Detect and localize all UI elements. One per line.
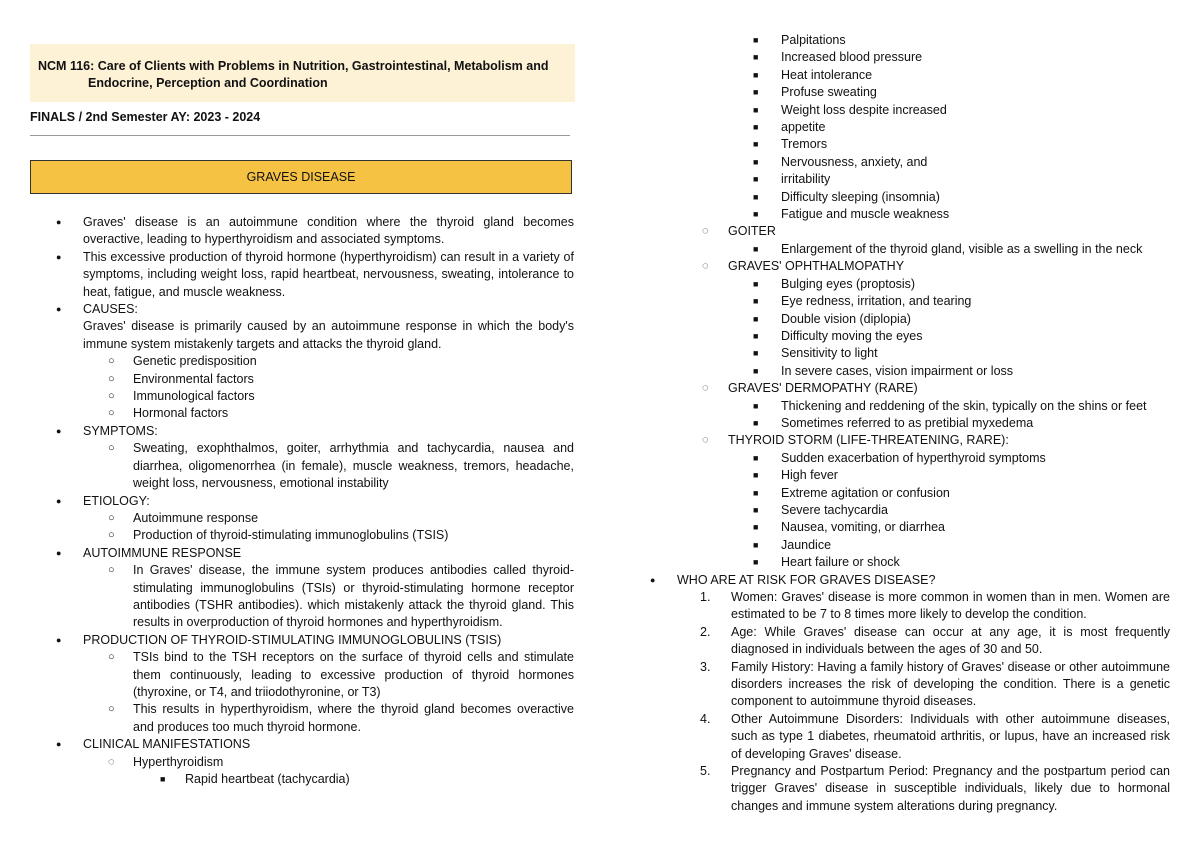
hyperthyroidism-heading: ◌ Hyperthyroidism	[108, 754, 574, 771]
production-heading: ● PRODUCTION OF THYROID-STIMULATING IMMUNOGLOBULINS (TSIS)	[56, 632, 574, 649]
risk-item-number: 2.	[700, 624, 711, 639]
hyperthyroidism-item: ■ irritability	[753, 171, 1170, 188]
hyperthyroidism-item: ■ Increased blood pressure	[753, 49, 1170, 66]
goiter-item: ■ Enlargement of the thyroid gland, visible as a swelling in the neck	[753, 241, 1170, 258]
goiter-heading: ◌ GOITER	[702, 223, 1170, 240]
risk-item	[700, 624, 1170, 659]
course-header	[30, 44, 575, 102]
risk-item-number: 5.	[700, 764, 711, 779]
production-item: ○ TSIs bind to the TSH receptors on the surface of thyroid cells and stimulate them continuously, leading to excessive production of thyroid hormones (thyroxine, or T4, and triiodothyronine, or T3)	[108, 649, 574, 701]
intro-bullet: ● Graves' disease is an autoimmune condition where the thyroid gland becomes overactive, leading to hyperthyroidism and associated symptoms.	[56, 214, 574, 249]
section-banner	[30, 160, 572, 194]
etiology-item: ○ Autoimmune response	[108, 510, 574, 527]
risk-item-text: Women: Graves' disease is more common in women than in men. Women are estimated to be 7 to 8 times more likely to develop the condition.	[731, 590, 1170, 622]
course-title	[38, 58, 568, 92]
etiology-heading: ● ETIOLOGY:	[56, 493, 574, 510]
risk-item-number: 3.	[700, 659, 711, 674]
hyperthyroidism-item: ■ Difficulty sleeping (insomnia)	[753, 189, 1170, 206]
hyperthyroidism-item: ■ Rapid heartbeat (tachycardia)	[160, 771, 574, 788]
left-column	[56, 214, 574, 788]
risk-item-text: Pregnancy and Postpartum Period: Pregnancy and the postpartum period can trigger Graves' disease in susceptible individuals, likely due to hormonal changes and immune system alterations during pregnancy.	[731, 764, 1170, 813]
ophthalmopathy-item: ■ Double vision (diplopia)	[753, 311, 1170, 328]
risk-item	[700, 659, 1170, 711]
causes-heading: ● CAUSES:	[56, 301, 574, 318]
risk-item-text: Other Autoimmune Disorders: Individuals with other autoimmune diseases, such as type 1 diabetes, rheumatoid arthritis, or lupus, have an increased risk of developing Graves' disease.	[731, 711, 1170, 761]
autoimmune-item: ○ In Graves' disease, the immune system produces antibodies called thyroid-stimulating immunoglobulins (TSIs) or thyroid-stimulating hormone receptor antibodies (TSHR antibodies). which mistakenly attack the thyroid gland. This results in overproduction of thyroid hormones and hyperthyroidism.	[108, 562, 574, 632]
risk-item-number: 1.	[700, 590, 711, 604]
hyperthyroidism-item: ■ Profuse sweating	[753, 84, 1170, 101]
etiology-item: ○ Production of thyroid-stimulating immunoglobulins (TSIS)	[108, 527, 574, 544]
risk-item-number: 4.	[700, 711, 711, 726]
dermopathy-item: ■ Sometimes referred to as pretibial myxedema	[753, 415, 1170, 432]
thyroid-storm-item: ■ Sudden exacerbation of hyperthyroid symptoms	[753, 450, 1170, 467]
thyroid-storm-item: ■ Severe tachycardia	[753, 502, 1170, 519]
clinical-heading: ● CLINICAL MANIFESTATIONS	[56, 736, 574, 753]
risk-item	[700, 711, 1170, 763]
course-title-line1: NCM 116: Care of Clients with Problems in Nutrition, Gastrointestinal, Metabolism and	[38, 59, 549, 73]
causes-item: ○ Genetic predisposition	[108, 353, 574, 370]
thyroid-storm-heading: ◌ THYROID STORM (LIFE-THREATENING, RARE):	[702, 432, 1170, 449]
symptoms-heading: ● SYMPTOMS:	[56, 423, 574, 440]
ophthalmopathy-heading: ◌ GRAVES' OPHTHALMOPATHY	[702, 258, 1170, 275]
risk-item-text: Age: While Graves' disease can occur at any age, it is most frequently diagnosed in individuals between the ages of 30 and 50.	[731, 624, 1170, 657]
ophthalmopathy-item: ■ Eye redness, irritation, and tearing	[753, 293, 1170, 310]
causes-item: ○ Environmental factors	[108, 371, 574, 388]
causes-text: Graves' disease is primarily caused by an autoimmune response in which the body's immune system mistakenly targets and attacks the thyroid gland.	[83, 319, 574, 351]
causes-item: ○ Hormonal factors	[108, 405, 574, 422]
ophthalmopathy-item: ■ In severe cases, vision impairment or loss	[753, 363, 1170, 380]
thyroid-storm-item: ■ Nausea, vomiting, or diarrhea	[753, 519, 1170, 536]
causes-item: ○ Immunological factors	[108, 388, 574, 405]
risk-item	[700, 589, 1170, 624]
hyperthyroidism-item: ■ appetite	[753, 119, 1170, 136]
hyperthyroidism-item: ■ Palpitations	[753, 32, 1170, 49]
hyperthyroidism-item: ■ Heat intolerance	[753, 67, 1170, 84]
symptoms-item: ○ Sweating, exophthalmos, goiter, arrhythmia and tachycardia, nausea and diarrhea, oligomenorrhea (in female), muscle weakness, tremors, headache, weight loss, nervousness, emotional instability	[108, 440, 574, 492]
semester-label: FINALS / 2nd Semester AY: 2023 - 2024	[30, 110, 261, 124]
thyroid-storm-item: ■ High fever	[753, 467, 1170, 484]
dermopathy-heading: ◌ GRAVES' DERMOPATHY (RARE)	[702, 380, 1170, 397]
ophthalmopathy-item: ■ Sensitivity to light	[753, 345, 1170, 362]
risk-heading: ● WHO ARE AT RISK FOR GRAVES DISEASE?	[650, 572, 1170, 589]
thyroid-storm-item: ■ Jaundice	[753, 537, 1170, 554]
dermopathy-item: ■ Thickening and reddening of the skin, typically on the shins or feet	[753, 398, 1170, 415]
thyroid-storm-item: ■ Extreme agitation or confusion	[753, 485, 1170, 502]
autoimmune-heading: ● AUTOIMMUNE RESPONSE	[56, 545, 574, 562]
risk-item	[700, 763, 1170, 815]
hyperthyroidism-item: ■ Weight loss despite increased	[753, 102, 1170, 119]
hyperthyroidism-item: ■ Tremors	[753, 136, 1170, 153]
right-column	[650, 32, 1170, 815]
hyperthyroidism-item: ■ Fatigue and muscle weakness	[753, 206, 1170, 223]
risk-item-text: Family History: Having a family history of Graves' disease or other autoimmune disorders increases the risk of developing the condition. There is a genetic component to autoimmune thyroid diseases.	[731, 659, 1170, 709]
section-title: GRAVES DISEASE	[246, 170, 356, 184]
intro-bullet: ● This excessive production of thyroid hormone (hyperthyroidism) can result in a variety of symptoms, including weight loss, rapid heartbeat, nervousness, sweating, intolerance to heat, fatigue, and muscle weakness.	[56, 249, 574, 301]
header-divider	[30, 135, 570, 136]
thyroid-storm-item: ■ Heart failure or shock	[753, 554, 1170, 571]
production-item: ○ This results in hyperthyroidism, where the thyroid gland becomes overactive and produces too much thyroid hormone.	[108, 701, 574, 736]
hyperthyroidism-item: ■ Nervousness, anxiety, and	[753, 154, 1170, 171]
course-title-line2: Endocrine, Perception and Coordination	[88, 76, 328, 90]
ophthalmopathy-item: ■ Difficulty moving the eyes	[753, 328, 1170, 345]
ophthalmopathy-item: ■ Bulging eyes (proptosis)	[753, 276, 1170, 293]
